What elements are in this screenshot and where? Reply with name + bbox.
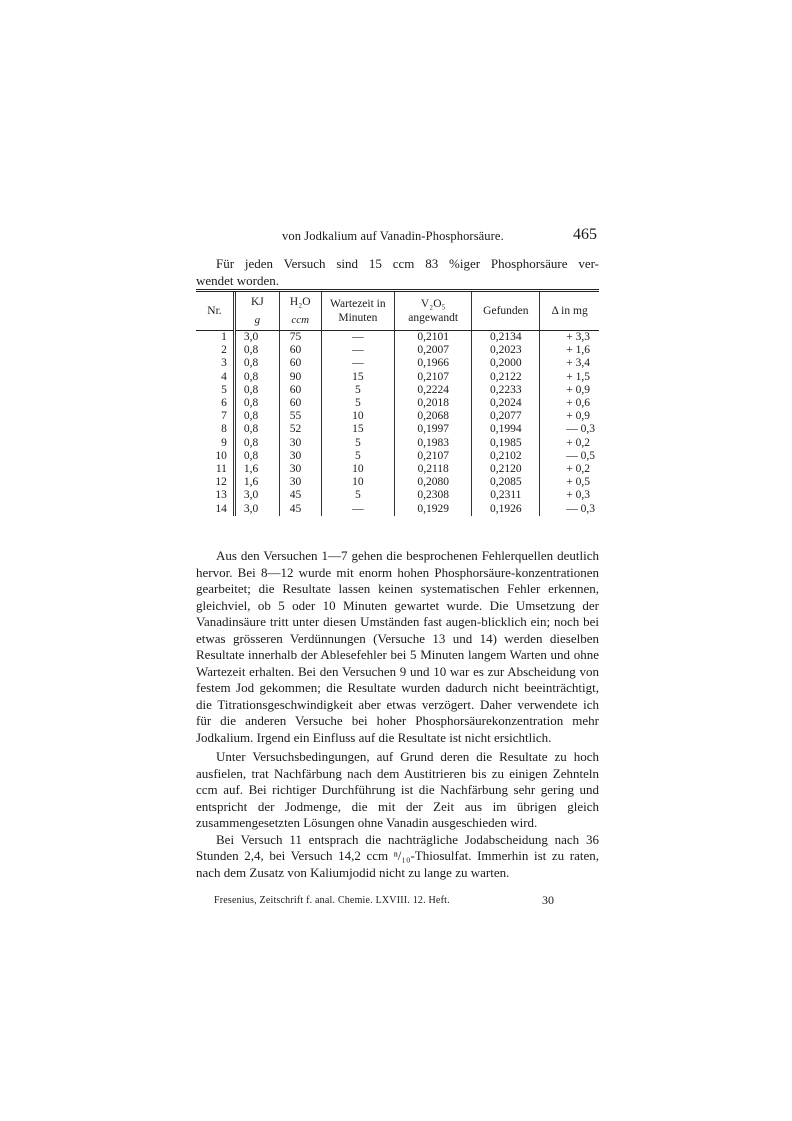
cell-delta: + 0,6 [540,397,599,410]
cell-nr: 10 [215,449,227,462]
paragraph-3: Bei Versuch 11 entsprach die nachträgliche Jodabscheidung nach 36 Stunden 2,4, bei Versuch 14,2 ccm ⁿ/₁₀-Thiosulfat. Immerhin ist zu raten, nach dem Zusatz von Kaliumjodid nicht zu lange zu warten. [196,831,599,880]
cell-delta: — 0,3 [540,423,599,436]
cell-kj: 0,8 [234,397,279,410]
cell-wartezeit: 10 [321,410,394,423]
cell-nr: 3 [221,357,227,370]
table-row [196,331,599,345]
header-kj: KJ g [234,291,279,331]
cell-delta: + 0,2 [540,437,599,450]
cell-nr: 2 [221,344,227,357]
cell-v2o5: 0,2107 [394,371,471,384]
header-v2o5: V₂O₅ angewandt [394,291,471,331]
cell-h2o: 60 [279,357,321,370]
header-kj-unit: g [254,314,261,326]
cell-gefunden: 0,2102 [472,450,540,463]
cell-nr: 14 [215,502,227,515]
cell-wartezeit: 15 [321,423,394,436]
table-row [196,384,599,397]
cell-kj: 3,0 [234,331,279,345]
cell-delta: + 0,9 [540,384,599,397]
cell-delta: + 1,6 [540,344,599,357]
paragraph-2: Unter Versuchsbedingungen, auf Grund deren die Resultate zu hoch ausfielen, trat Nachfärbung nach dem Austitrieren bis zu einigen Zehnteln ccm auf. Bei richtiger Durchführung ist die Nachfärbung sehr gering und entspricht der Jodmenge, die mit der Zeit aus im übrigen gleich zusammengesetzten Lösungen ohne Vanadin ausgeschieden wird. [196,749,599,830]
footer [214,893,554,909]
cell-h2o: 55 [279,410,321,423]
cell-nr: 5 [221,383,227,396]
cell-gefunden: 0,2085 [472,476,540,489]
cell-gefunden: 0,1994 [472,423,540,436]
cell-gefunden: 0,2122 [472,371,540,384]
header-h2o-unit: ccm [291,314,310,326]
table-row [196,489,599,502]
cell-kj: 0,8 [234,357,279,370]
table-row [196,437,599,450]
cell-v2o5: 0,2107 [394,450,471,463]
cell-kj: 0,8 [234,384,279,397]
cell-h2o: 45 [279,489,321,502]
cell-gefunden: 0,2077 [472,410,540,423]
cell-delta: + 0,5 [540,476,599,489]
cell-v2o5: 0,2068 [394,410,471,423]
table-header-row [196,291,599,331]
cell-wartezeit: — [321,503,394,516]
table-row [196,463,599,476]
cell-v2o5: 0,2080 [394,476,471,489]
table-row [196,423,599,436]
table-row [196,357,599,370]
cell-kj: 0,8 [234,423,279,436]
cell-gefunden: 0,2311 [472,489,540,502]
cell-delta: + 0,3 [540,489,599,502]
cell-gefunden: 0,2023 [472,344,540,357]
cell-kj: 3,0 [234,503,279,516]
cell-h2o: 60 [279,344,321,357]
cell-kj: 1,6 [234,476,279,489]
cell-v2o5: 0,2018 [394,397,471,410]
cell-kj: 0,8 [234,344,279,357]
intro-line-1: Für jeden Versuch sind 15 ccm 83 %iger Phosphorsäure ver- [216,256,599,271]
intro-text [196,255,599,289]
cell-nr: 8 [221,423,227,436]
header-delta: Δ in mg [540,291,599,331]
cell-gefunden: 0,2024 [472,397,540,410]
cell-h2o: 30 [279,437,321,450]
cell-h2o: 30 [279,450,321,463]
results-table [196,289,599,516]
table-row [196,503,599,516]
table-row [196,410,599,423]
cell-gefunden: 0,2000 [472,357,540,370]
cell-gefunden: 0,2120 [472,463,540,476]
cell-delta: + 0,2 [540,463,599,476]
cell-v2o5: 0,1966 [394,357,471,370]
running-title: von Jodkalium auf Vanadin-Phosphorsäure. [282,229,504,243]
cell-wartezeit: 10 [321,463,394,476]
header-gefunden: Gefunden [472,291,540,331]
cell-nr: 13 [215,489,227,502]
cell-v2o5: 0,1983 [394,437,471,450]
signature-mark: 30 [542,893,554,907]
cell-wartezeit: 5 [321,450,394,463]
header-nr: Nr. [196,291,234,331]
cell-delta: — 0,3 [540,503,599,516]
table-row [196,450,599,463]
cell-gefunden: 0,1985 [472,437,540,450]
cell-nr: 4 [221,370,227,383]
cell-nr: 9 [221,436,227,449]
cell-nr: 6 [221,397,227,410]
cell-wartezeit: 15 [321,371,394,384]
paragraph-1: Aus den Versuchen 1—7 gehen die besprochenen Fehlerquellen deutlich hervor. Bei 8—12 wurde mit enorm hohen Phosphorsäure-konzentrationen gearbeitet; die Resultate lassen keinen systematischen Fehler erkennen, gleichviel, ob 5 oder 10 Minuten gewartet wurde. Die Umsetzung der Vanadinsäure tritt unter diesen Umständen fast augen-blicklich ein; noch bei etwas grösseren Verdünnungen (Versuche 13 und 14) werden dieselben Resultate innerhalb der Ablesefehler bei 5 Minuten langem Warten und ohne Wartezeit erhalten. Bei den Versuchen 9 und 10 war es zur Abscheidung von festem Jod gekommen; die Resultate wurden dadurch nicht beeinträchtigt, die Titrationsgeschwindigkeit aber etwas verzögert. Daher verwendete ich für die anderen Versuche bei hoher Phosphorsäurekonzentration mehr Jodkalium. Irgend ein Einfluss auf die Resultate ist nicht ersichtlich. [196,548,599,745]
table-row [196,344,599,357]
cell-v2o5: 0,2118 [394,463,471,476]
cell-h2o: 60 [279,397,321,410]
cell-wartezeit: 5 [321,437,394,450]
cell-wartezeit: — [321,344,394,357]
table-row [196,371,599,384]
page-number: 465 [573,226,597,243]
cell-delta: — 0,5 [540,450,599,463]
cell-kj: 0,8 [234,437,279,450]
cell-kj: 1,6 [234,463,279,476]
journal-footer: Fresenius, Zeitschrift f. anal. Chemie. LXVIII. 12. Heft. [214,895,450,906]
cell-delta: + 1,5 [540,371,599,384]
cell-wartezeit: 5 [321,384,394,397]
intro-line-2: wendet worden. [196,273,280,288]
cell-nr: 7 [221,410,227,423]
cell-gefunden: 0,2233 [472,384,540,397]
cell-wartezeit: — [321,357,394,370]
cell-kj: 0,8 [234,371,279,384]
cell-h2o: 52 [279,423,321,436]
table-row [196,476,599,489]
cell-wartezeit: — [321,331,394,345]
cell-wartezeit: 5 [321,489,394,502]
cell-v2o5: 0,2007 [394,344,471,357]
cell-gefunden: 0,1926 [472,503,540,516]
cell-nr: 1 [221,331,227,343]
body-text [196,548,599,881]
running-head [196,226,599,246]
cell-delta: + 0,9 [540,410,599,423]
table-row [196,397,599,410]
cell-v2o5: 0,2101 [394,331,471,345]
cell-nr: 11 [215,463,227,476]
cell-v2o5: 0,2224 [394,384,471,397]
cell-wartezeit: 5 [321,397,394,410]
cell-v2o5: 0,1997 [394,423,471,436]
cell-kj: 0,8 [234,410,279,423]
cell-v2o5: 0,1929 [394,503,471,516]
cell-gefunden: 0,2134 [472,331,540,345]
header-h2o: H₂O ccm [279,291,321,331]
cell-v2o5: 0,2308 [394,489,471,502]
cell-kj: 3,0 [234,489,279,502]
cell-nr: 12 [215,476,227,489]
cell-h2o: 45 [279,503,321,516]
cell-delta: + 3,4 [540,357,599,370]
cell-h2o: 90 [279,371,321,384]
cell-h2o: 60 [279,384,321,397]
cell-delta: + 3,3 [540,331,599,345]
header-wartezeit: Wartezeit in Minuten [321,291,394,331]
cell-h2o: 30 [279,476,321,489]
cell-h2o: 30 [279,463,321,476]
cell-kj: 0,8 [234,450,279,463]
cell-wartezeit: 10 [321,476,394,489]
cell-h2o: 75 [279,331,321,345]
